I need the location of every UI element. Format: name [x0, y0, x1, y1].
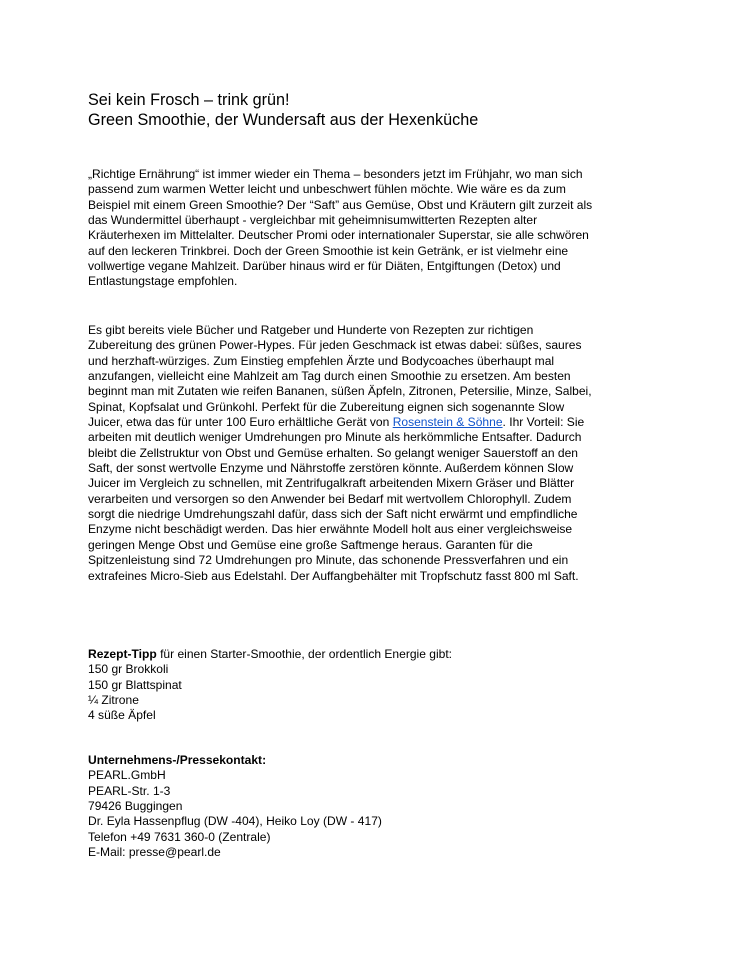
text-line: extrafeines Micro-Sieb aus Edelstahl. Der Auffangbehälter mit Tropfschutz fasst 800 ml Saft. — [88, 568, 579, 583]
text-line: auf den leckeren Trinkbrei. Doch der Green Smoothie ist kein Getränk, er ist vielmehr eine — [88, 243, 569, 258]
text-line: passend zum warmen Wetter leicht und unbeschwert fühlen möchte. Wie wäre es da zum — [88, 182, 566, 197]
title-line-1: Sei kein Frosch – trink grün! — [88, 91, 290, 109]
text-line: verarbeiten und versorgen so den Anwender bei Bedarf mit wertvollem Chlorophyll. Zudem — [88, 491, 572, 506]
recipe-intro: für einen Starter-Smoothie, der ordentlich Energie gibt: — [156, 647, 453, 661]
contact-section — [88, 753, 382, 860]
page-title — [88, 90, 478, 130]
recipe-label: Rezept-Tipp — [88, 647, 157, 661]
text-line: Zubereitung des grünen Power-Hypes. Für jeden Geschmack ist etwas dabei: süßes, saures — [88, 338, 582, 353]
text-line: beginnt man mit Zutaten wie reifen Bananen, süßen Äpfeln, Zitronen, Petersilie, Minze, Salbei, — [88, 384, 592, 399]
text-line: Saft, der sonst wertvolle Enzyme und Nährstoffe zerstören könnte. Außerdem können Slow — [88, 461, 574, 476]
contact-line: Dr. Eyla Hassenpflug (DW -404), Heiko Loy (DW - 417) — [88, 814, 382, 829]
link-line-before: Juicer, etwa das für unter 100 Euro erhältliche Gerät von — [88, 415, 393, 430]
link-line-after: . Ihr Vorteil: Sie — [502, 415, 585, 430]
text-line-with-link — [88, 415, 592, 430]
text-line: Beispiel mit einem Green Smoothie? Der “Saft” aus Gemüse, Obst und Kräutern gilt zurzeit als — [88, 197, 593, 212]
text-line: und herzhaft-würziges. Zum Einstieg empfehlen Ärzte und Bodycoaches überhaupt mal — [88, 353, 555, 368]
intro-paragraph — [88, 167, 592, 290]
contact-email: E-Mail: presse@pearl.de — [88, 845, 221, 860]
contact-heading-text: Unternehmens-/Pressekontakt: — [88, 753, 267, 767]
text-line: Enzyme nicht beschädigt werden. Das hier erwähnte Modell holt aus einer vergleichsweise — [88, 522, 573, 537]
text-line: anzufangen, vielleicht eine Mahlzeit am Tag durch einen Smoothie zu ersetzen. Am besten — [88, 369, 571, 384]
recipe-intro-line — [88, 647, 452, 662]
text-line: Spinat, Kopfsalat und Grünkohl. Perfekt für die Zubereitung eignen sich sogenannte Slow — [88, 399, 565, 414]
recipe-item: ¼ Zitrone — [88, 693, 139, 708]
text-line: vollwertige vegane Mahlzeit. Darüber hinaus wird er für Diäten, Entgiftungen (Detox) und — [88, 259, 561, 274]
text-line: Juicer im Vergleich zu schnellen, mit Zentrifugalkraft arbeitenden Mixern Gräser und Blätter — [88, 476, 575, 491]
contact-line: PEARL.GmbH — [88, 768, 166, 783]
recipe-item: 150 gr Brokkoli — [88, 662, 169, 677]
text-line: Es gibt bereits viele Bücher und Ratgeber und Hunderte von Rezepten zur richtigen — [88, 323, 534, 337]
text-line: bleibt die Zellstruktur von Obst und Gemüse erhalten. So gelangt weniger Sauerstoff an den — [88, 445, 578, 460]
contact-line: 79426 Buggingen — [88, 799, 183, 814]
text-line: sorgt die niedrige Umdrehungszahl dafür, dass sich der Saft nicht erwärmt und empfindliche — [88, 507, 578, 522]
title-line-2: Green Smoothie, der Wundersaft aus der Hexenküche — [88, 111, 479, 129]
text-line: arbeiten mit deutlich weniger Umdrehungen pro Minute als herkömmliche Entsafter. Dadurch — [88, 430, 582, 445]
text-line: Entlastungstage empfohlen. — [88, 274, 238, 289]
rosenstein-soehne-link[interactable]: Rosenstein & Söhne — [392, 415, 503, 430]
text-line: Spitzenleistung sind 72 Umdrehungen pro Minute, das schonende Pressverfahren und ein — [88, 553, 569, 568]
contact-line: Telefon +49 7631 360-0 (Zentrale) — [88, 829, 271, 844]
text-line: geringen Menge Obst und Gemüse eine große Saftmenge heraus. Garanten für die — [88, 537, 533, 552]
recipe-item: 150 gr Blattspinat — [88, 677, 182, 692]
recipe-section — [88, 647, 452, 724]
text-line: Kräuterhexen im Mittelalter. Deutscher Promi oder internationaler Superstar, sie alle schwören — [88, 228, 589, 243]
text-line: das Wundermittel überhaupt - vergleichbar mit geheimnisumwitterten Rezepten alter — [88, 213, 538, 228]
contact-line: PEARL-Str. 1-3 — [88, 783, 171, 798]
recipe-item: 4 süße Äpfel — [88, 708, 156, 723]
contact-heading — [88, 753, 382, 768]
text-line: „Richtige Ernährung“ ist immer wieder ein Thema – besonders jetzt im Frühjahr, wo man sich — [88, 167, 583, 181]
body-paragraph — [88, 323, 592, 584]
